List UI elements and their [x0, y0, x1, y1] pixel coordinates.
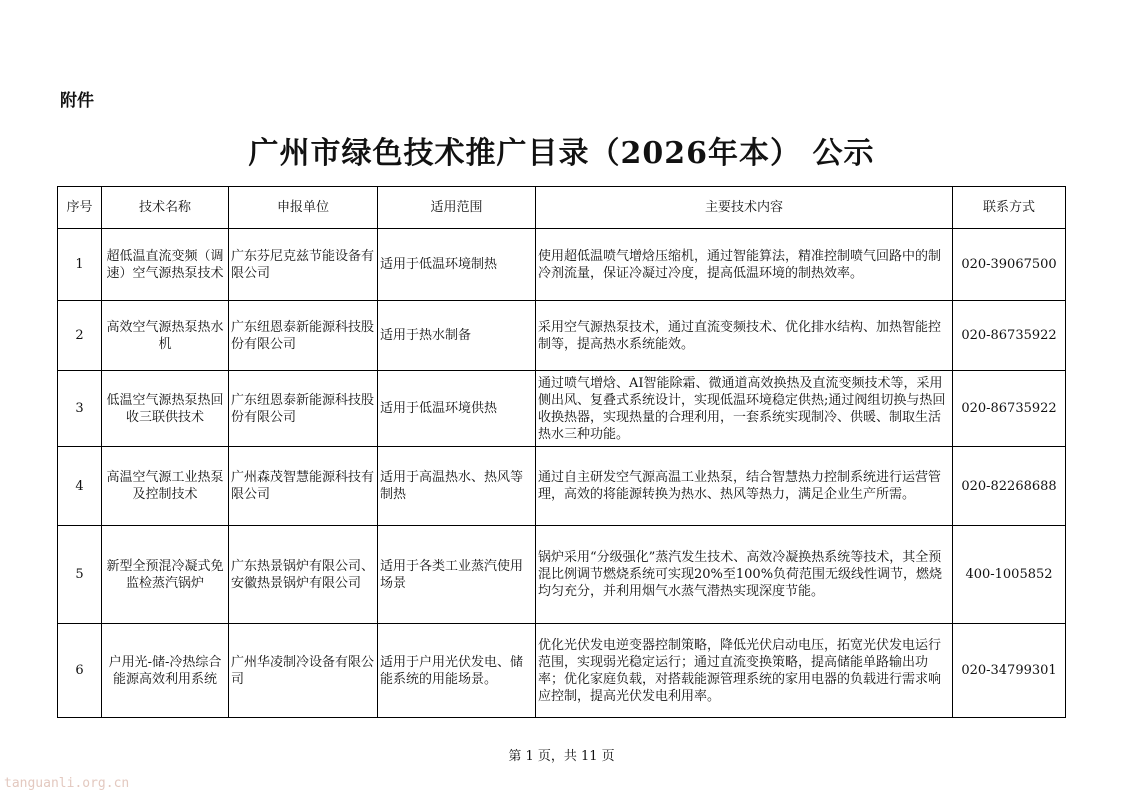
cell-scope: 适用于热水制备 [378, 301, 536, 371]
cell-tech-name: 高温空气源工业热泵及控制技术 [102, 447, 229, 526]
cell-applicant: 广州华凌制冷设备有限公司 [229, 624, 378, 718]
cell-applicant: 广东纽恩泰新能源科技股份有限公司 [229, 301, 378, 371]
cell-contact: 020-86735922 [953, 301, 1066, 371]
cell-content: 通过喷气增焓、AI智能除霜、微通道高效换热及直流变频技术等，采用侧出风、复叠式系统设计，实现低温环境稳定供热;通过阀组切换与热回收换热器，实现热量的合理利用，一套系统实现制冷、供暖、制取生活热水三种功能。 [536, 371, 953, 447]
attachment-label: 附件 [60, 91, 94, 111]
catalog-table [57, 186, 1066, 718]
cell-no: 4 [58, 447, 102, 526]
table-header-row [58, 187, 1066, 229]
header-content: 主要技术内容 [536, 187, 953, 229]
cell-contact: 020-82268688 [953, 447, 1066, 526]
page-title: 广州市绿色技术推广目录（2026年本） 公示 [248, 136, 875, 171]
table-row [58, 229, 1066, 301]
cell-contact: 020-39067500 [953, 229, 1066, 301]
cell-no: 1 [58, 229, 102, 301]
table-row [58, 447, 1066, 526]
table-row [58, 624, 1066, 718]
cell-scope: 适用于各类工业蒸汽使用场景 [378, 526, 536, 624]
cell-no: 2 [58, 301, 102, 371]
cell-tech-name: 新型全预混冷凝式免监检蒸汽锅炉 [102, 526, 229, 624]
cell-scope: 适用于高温热水、热风等制热 [378, 447, 536, 526]
cell-applicant: 广东热景锅炉有限公司、安徽热景锅炉有限公司 [229, 526, 378, 624]
header-name: 技术名称 [102, 187, 229, 229]
cell-no: 3 [58, 371, 102, 447]
cell-content: 使用超低温喷气增焓压缩机，通过智能算法，精准控制喷气回路中的制冷剂流量，保证冷凝过冷度，提高低温环境的制热效率。 [536, 229, 953, 301]
cell-content: 通过自主研发空气源高温工业热泵，结合智慧热力控制系统进行运营管理，高效的将能源转换为热水、热风等热力，满足企业生产所需。 [536, 447, 953, 526]
cell-content: 采用空气源热泵技术，通过直流变频技术、优化排水结构、加热智能控制等，提高热水系统能效。 [536, 301, 953, 371]
cell-tech-name: 低温空气源热泵热回收三联供技术 [102, 371, 229, 447]
cell-tech-name: 超低温直流变频（调速）空气源热泵技术 [102, 229, 229, 301]
table-row [58, 301, 1066, 371]
cell-applicant: 广东芬尼克兹节能设备有限公司 [229, 229, 378, 301]
cell-content: 优化光伏发电逆变器控制策略，降低光伏启动电压，拓宽光伏发电运行范围，实现弱光稳定运行；通过直流变换策略，提高储能单路输出功率；优化家庭负载，对搭载能源管理系统的家用电器的负载进行需求响应控制，提高光伏发电利用率。 [536, 624, 953, 718]
cell-tech-name: 户用光-储-冷热综合能源高效利用系统 [102, 624, 229, 718]
table-row [58, 371, 1066, 447]
cell-applicant: 广东纽恩泰新能源科技股份有限公司 [229, 371, 378, 447]
header-no: 序号 [58, 187, 102, 229]
cell-scope: 适用于户用光伏发电、储能系统的用能场景。 [378, 624, 536, 718]
cell-content: 锅炉采用“分级强化”蒸汽发生技术、高效冷凝换热系统等技术，其全预混比例调节燃烧系统可实现20%至100%负荷范围无级线性调节，燃烧均匀充分，并利用烟气水蒸气潜热实现深度节能。 [536, 526, 953, 624]
cell-contact: 400-1005852 [953, 526, 1066, 624]
cell-scope: 适用于低温环境供热 [378, 371, 536, 447]
header-unit: 申报单位 [229, 187, 378, 229]
cell-tech-name: 高效空气源热泵热水机 [102, 301, 229, 371]
header-contact: 联系方式 [953, 187, 1066, 229]
cell-no: 6 [58, 624, 102, 718]
site-watermark: tanguanli.org.cn [4, 776, 130, 791]
table-row [58, 526, 1066, 624]
page-number: 第 1 页，共 11 页 [508, 749, 615, 764]
cell-scope: 适用于低温环境制热 [378, 229, 536, 301]
cell-contact: 020-34799301 [953, 624, 1066, 718]
cell-no: 5 [58, 526, 102, 624]
cell-contact: 020-86735922 [953, 371, 1066, 447]
cell-applicant: 广州森茂智慧能源科技有限公司 [229, 447, 378, 526]
header-scope: 适用范围 [378, 187, 536, 229]
